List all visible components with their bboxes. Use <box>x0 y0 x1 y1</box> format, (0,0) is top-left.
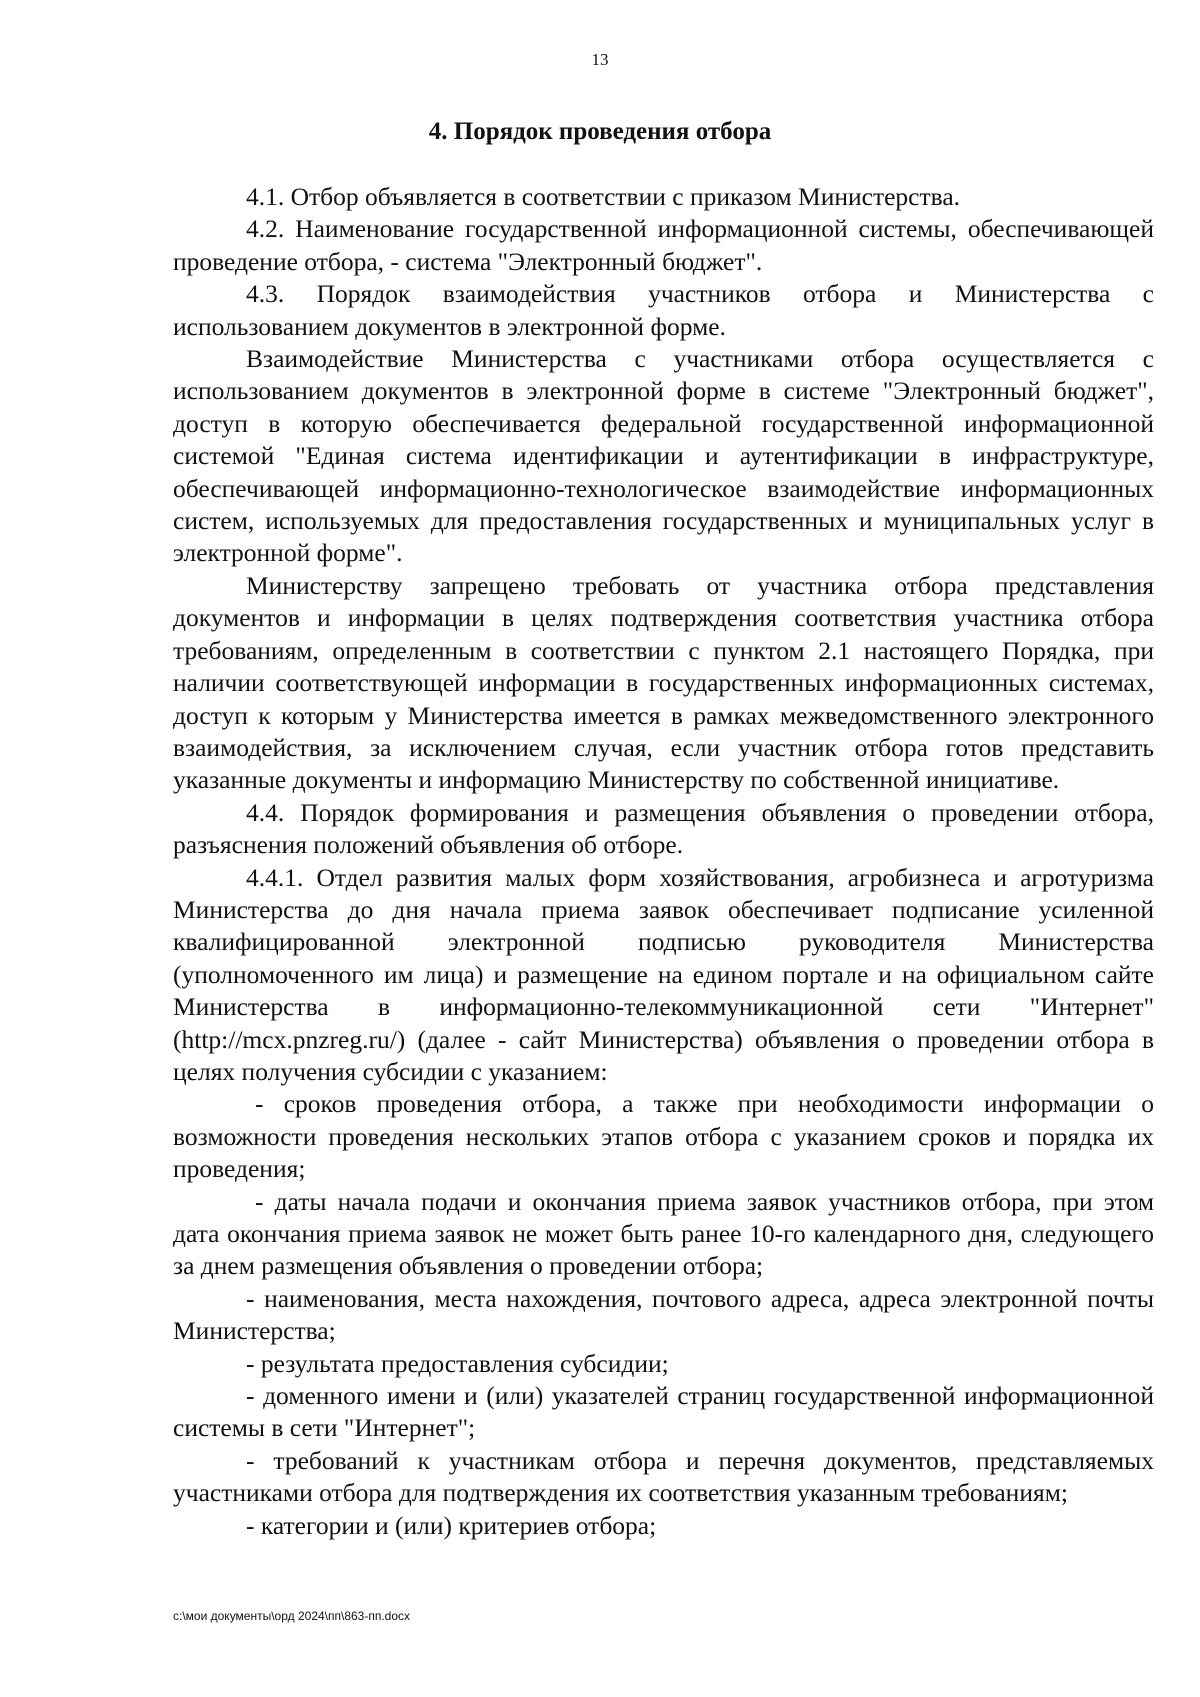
paragraph-4-4: 4.4. Порядок формирования и размещения объявления о проведении отбора, разъяснения положений объявления об отборе. <box>173 797 1154 860</box>
footer-file-path: c:\мои документы\орд 2024\пп\863-пп.docx <box>173 1609 411 1623</box>
list-item-result: - результата предоставления субсидии; <box>246 1348 669 1378</box>
section-heading: 4. Порядок проведения отбора <box>428 118 772 145</box>
paragraph-4-3: 4.3. Порядок взаимодействия участников отбора и Министерства с использованием документов в электронной форме. <box>173 279 1154 341</box>
list-item-dates: - даты начала подачи и окончания приема заявок участников отбора, при этом дата окончания приема заявок не может быть ранее 10-го календарного дня, следующего за днем размещения объявления о проведении отбора; <box>173 1186 1154 1281</box>
paragraph-4-4-1: 4.4.1. Отдел развития малых форм хозяйствования, агробизнеса и агротуризма Министерства до дня начала приема заявок обеспечивает подписание усиленной квалифицированной электронной подписью руководителя Министерства (уполномоченного им лица) и размещение на едином портале и на официальном сайте Министерства в информационно-телекоммуникационной сети "Интернет" (http://mcx.pnzreg.ru/) (далее - сайт Министерства) объявления о проведении отбора в целях получения субсидии с указанием: <box>173 862 1154 1086</box>
list-item-domain: - доменного имени и (или) указателей страниц государственной информационной системы в сети "Интернет"; <box>173 1381 1154 1443</box>
paragraph-interaction: Взаимодействие Министерства с участниками отбора осуществляется с использованием документов в электронной форме в системе "Электронный бюджет", доступ в которую обеспечивается федеральной государственной информационной системой "Единая система идентификации и аутентификации в инфраструктуре, обеспечивающей информационно-технологическое взаимодействие информационных систем, используемых для предоставления государственных и муниципальных услуг в электронной форме". <box>173 344 1154 568</box>
page-number: 13 <box>591 50 609 69</box>
paragraph-prohibition: Министерству запрещено требовать от участника отбора представления документов и информации в целях подтверждения соответствия участника отбора требованиям, определенным в соответствии с пунктом 2.1 настоящего Порядка, при наличии соответствующей информации в государственных информационных системах, доступ к которым у Министерства имеется в рамках межведомственного электронного взаимодействия, за исключением случая, если участник отбора готов представить указанные документы и информацию Министерству по собственной инициативе. <box>173 570 1154 795</box>
list-item-requirements: - требований к участникам отбора и перечня документов, представляемых участниками отбора для подтверждения их соответствия указанным требованиям; <box>173 1445 1154 1508</box>
list-item-address: - наименования, места нахождения, почтового адреса, адреса электронной почты Министерства; <box>173 1283 1154 1346</box>
list-item-deadlines: - сроков проведения отбора, а также при необходимости информации о возможности проведения нескольких этапов отбора с указанием сроков и порядка их проведения; <box>173 1089 1154 1184</box>
paragraph-4-2: 4.2. Наименование государственной информационной системы, обеспечивающей проведение отбора, - система "Электронный бюджет". <box>173 214 1154 276</box>
list-item-criteria: - категории и (или) критериев отбора; <box>246 1510 657 1540</box>
document-body <box>173 181 1154 1542</box>
paragraph-4-1: 4.1. Отбор объявляется в соответствии с приказом Министерства. <box>246 182 961 211</box>
